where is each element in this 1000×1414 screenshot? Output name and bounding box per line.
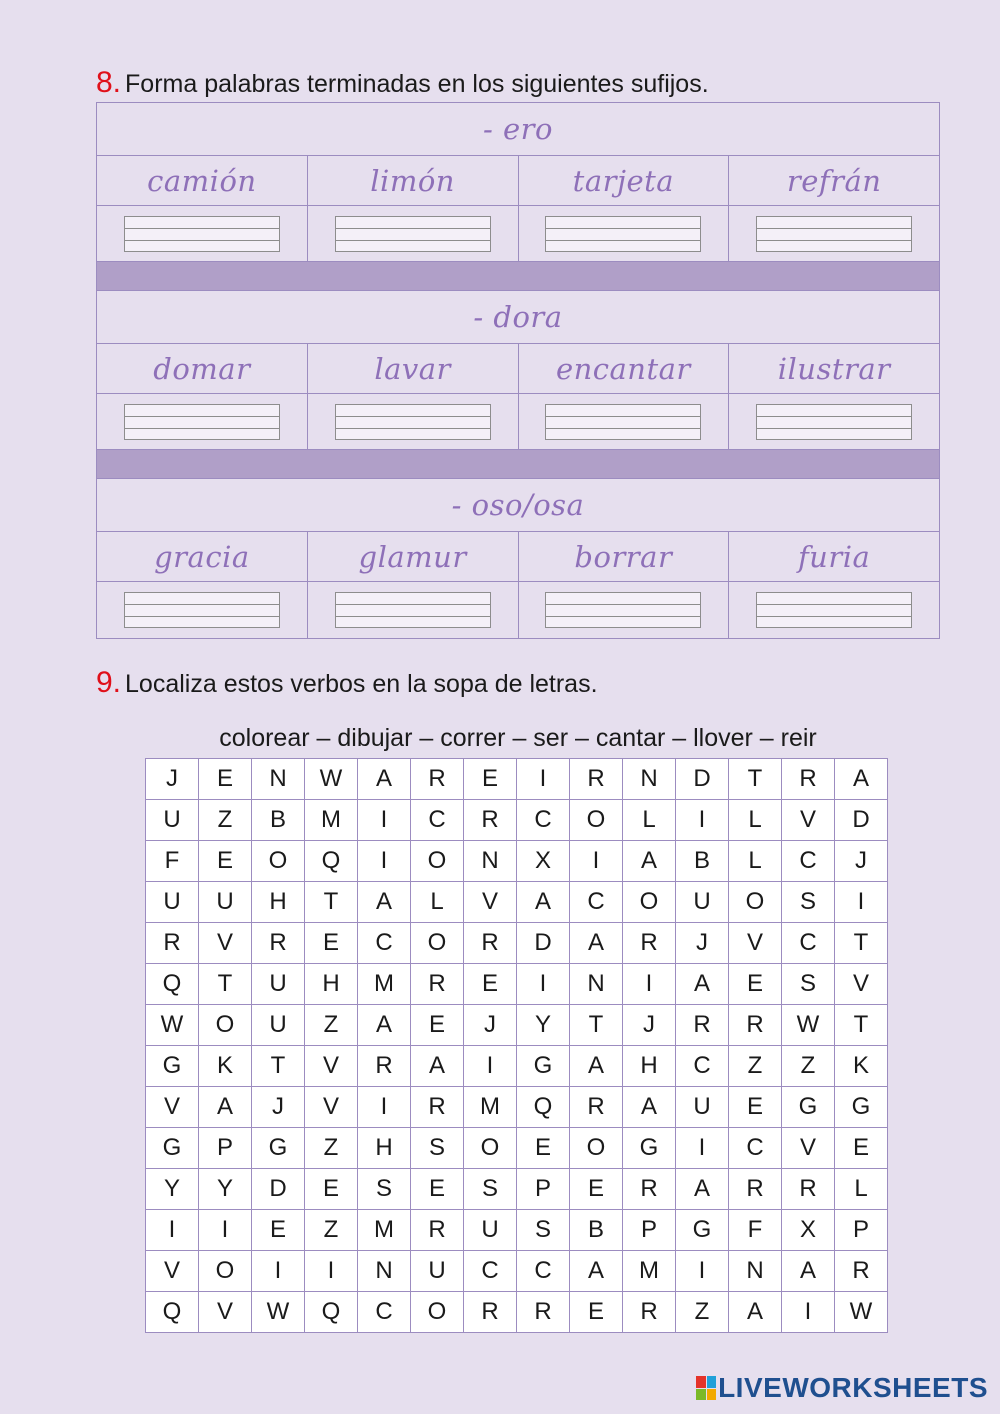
letter-cell[interactable]: O: [199, 1251, 252, 1292]
base-word: lavar: [374, 351, 451, 386]
letter-cell[interactable]: Y: [146, 1169, 199, 1210]
letter-cell[interactable]: R: [729, 1169, 782, 1210]
base-word: domar: [153, 351, 251, 386]
letter-cell[interactable]: W: [146, 1005, 199, 1046]
letter-cell[interactable]: X: [782, 1210, 835, 1251]
letter-cell[interactable]: J: [464, 1005, 517, 1046]
letter-cell[interactable]: P: [835, 1210, 888, 1251]
letter-cell[interactable]: C: [464, 1251, 517, 1292]
letter-cell[interactable]: A: [835, 759, 888, 800]
letter-cell[interactable]: Z: [199, 800, 252, 841]
letter-cell[interactable]: I: [517, 759, 570, 800]
separator-band: [97, 262, 939, 291]
base-word-cell: [308, 532, 519, 581]
letter-cell[interactable]: P: [623, 1210, 676, 1251]
letter-cell[interactable]: A: [729, 1292, 782, 1333]
letter-cell[interactable]: Z: [782, 1046, 835, 1087]
letter-cell[interactable]: I: [623, 964, 676, 1005]
answer-row: [97, 582, 939, 638]
letter-cell[interactable]: D: [676, 759, 729, 800]
letter-cell[interactable]: L: [729, 841, 782, 882]
letter-cell[interactable]: A: [411, 1046, 464, 1087]
answer-cell: [97, 582, 308, 638]
letter-cell[interactable]: R: [411, 759, 464, 800]
letter-cell[interactable]: U: [199, 882, 252, 923]
exercise-9-instruction: Localiza estos verbos en la sopa de letras.: [125, 670, 598, 698]
letter-cell[interactable]: V: [464, 882, 517, 923]
letter-cell[interactable]: I: [305, 1251, 358, 1292]
letter-cell[interactable]: V: [305, 1087, 358, 1128]
answer-input-box[interactable]: [756, 216, 912, 252]
letter-cell[interactable]: I: [517, 964, 570, 1005]
letter-cell[interactable]: H: [358, 1128, 411, 1169]
exercise-8-heading: [96, 66, 709, 100]
answer-cell: [729, 582, 939, 638]
letter-cell[interactable]: R: [464, 1292, 517, 1333]
base-word: furia: [797, 539, 871, 574]
letter-cell[interactable]: R: [411, 1087, 464, 1128]
suffix-text: - oso/osa: [451, 488, 585, 522]
grid-row: [146, 1005, 888, 1046]
letter-cell[interactable]: Z: [305, 1128, 358, 1169]
letter-cell[interactable]: G: [146, 1128, 199, 1169]
letter-cell[interactable]: E: [729, 964, 782, 1005]
letter-cell[interactable]: N: [623, 759, 676, 800]
base-word: ilustrar: [777, 351, 891, 386]
answer-cell: [519, 394, 730, 449]
letter-cell[interactable]: Q: [517, 1087, 570, 1128]
letter-cell[interactable]: Z: [676, 1292, 729, 1333]
letter-cell[interactable]: J: [835, 841, 888, 882]
letter-cell[interactable]: I: [676, 1251, 729, 1292]
letter-cell[interactable]: T: [305, 882, 358, 923]
letter-cell[interactable]: O: [570, 800, 623, 841]
letter-cell[interactable]: U: [464, 1210, 517, 1251]
letter-cell[interactable]: Z: [305, 1005, 358, 1046]
letter-cell[interactable]: N: [464, 841, 517, 882]
answer-cell: [308, 206, 519, 261]
letter-cell[interactable]: R: [464, 923, 517, 964]
letter-cell[interactable]: T: [252, 1046, 305, 1087]
letter-cell[interactable]: A: [623, 1087, 676, 1128]
answer-cell: [519, 206, 730, 261]
letter-cell[interactable]: V: [199, 1292, 252, 1333]
base-word-cell: [308, 344, 519, 393]
letter-cell[interactable]: R: [835, 1251, 888, 1292]
letter-cell[interactable]: I: [358, 1087, 411, 1128]
base-word: gracia: [154, 539, 250, 574]
letter-cell[interactable]: P: [517, 1169, 570, 1210]
letter-cell[interactable]: E: [835, 1128, 888, 1169]
letter-cell[interactable]: C: [570, 882, 623, 923]
letter-cell[interactable]: V: [146, 1251, 199, 1292]
letter-cell[interactable]: E: [411, 1005, 464, 1046]
letter-cell[interactable]: N: [252, 759, 305, 800]
letter-cell[interactable]: L: [411, 882, 464, 923]
letter-cell[interactable]: K: [199, 1046, 252, 1087]
letter-cell[interactable]: U: [146, 800, 199, 841]
letter-cell[interactable]: A: [623, 841, 676, 882]
word-search-grid: [145, 758, 888, 1333]
letter-cell[interactable]: H: [305, 964, 358, 1005]
base-word: limón: [370, 163, 455, 198]
letter-cell[interactable]: Q: [305, 1292, 358, 1333]
answer-input-box[interactable]: [545, 592, 701, 628]
letter-cell[interactable]: E: [305, 923, 358, 964]
letter-cell[interactable]: C: [411, 800, 464, 841]
letter-cell[interactable]: P: [199, 1128, 252, 1169]
letter-cell[interactable]: Q: [305, 841, 358, 882]
letter-cell[interactable]: J: [146, 759, 199, 800]
grid-row: [146, 1087, 888, 1128]
letter-cell[interactable]: S: [411, 1128, 464, 1169]
letter-cell[interactable]: E: [199, 841, 252, 882]
letter-cell[interactable]: A: [570, 1046, 623, 1087]
base-word-cell: [97, 344, 308, 393]
letter-cell[interactable]: L: [623, 800, 676, 841]
letter-cell[interactable]: R: [623, 923, 676, 964]
letter-cell[interactable]: H: [623, 1046, 676, 1087]
letter-cell[interactable]: R: [146, 923, 199, 964]
letter-cell[interactable]: U: [676, 1087, 729, 1128]
answer-cell: [729, 206, 939, 261]
letter-cell[interactable]: H: [252, 882, 305, 923]
base-word-cell: [729, 344, 939, 393]
letter-cell[interactable]: A: [782, 1251, 835, 1292]
letter-cell[interactable]: E: [517, 1128, 570, 1169]
letter-cell[interactable]: M: [305, 800, 358, 841]
grid-row: [146, 1292, 888, 1333]
base-word-cell: [729, 532, 939, 581]
letter-cell[interactable]: O: [729, 882, 782, 923]
letter-cell[interactable]: Y: [199, 1169, 252, 1210]
letter-cell[interactable]: R: [252, 923, 305, 964]
answer-input-box[interactable]: [545, 404, 701, 440]
letter-cell[interactable]: O: [411, 1292, 464, 1333]
letter-cell[interactable]: Q: [146, 964, 199, 1005]
letter-cell[interactable]: W: [252, 1292, 305, 1333]
letter-cell[interactable]: R: [676, 1005, 729, 1046]
answer-input-box[interactable]: [756, 592, 912, 628]
letter-cell[interactable]: A: [358, 882, 411, 923]
letter-cell[interactable]: A: [570, 923, 623, 964]
base-word-cell: [97, 532, 308, 581]
letter-cell[interactable]: U: [252, 1005, 305, 1046]
letter-cell[interactable]: I: [676, 800, 729, 841]
letter-cell[interactable]: K: [835, 1046, 888, 1087]
letter-cell[interactable]: U: [146, 882, 199, 923]
letter-cell[interactable]: B: [570, 1210, 623, 1251]
letter-cell[interactable]: O: [411, 841, 464, 882]
grid-row: [146, 923, 888, 964]
grid-row: [146, 1169, 888, 1210]
base-word-cell: [519, 532, 730, 581]
letter-cell[interactable]: A: [358, 759, 411, 800]
letter-cell[interactable]: I: [570, 841, 623, 882]
answer-row: [97, 394, 939, 450]
letter-cell[interactable]: E: [199, 759, 252, 800]
letter-cell[interactable]: C: [517, 1251, 570, 1292]
letter-cell[interactable]: V: [199, 923, 252, 964]
letter-cell[interactable]: U: [252, 964, 305, 1005]
letter-cell[interactable]: E: [305, 1169, 358, 1210]
liveworksheets-logo: [696, 1372, 988, 1404]
letter-cell[interactable]: C: [517, 800, 570, 841]
letter-cell[interactable]: E: [729, 1087, 782, 1128]
letter-cell[interactable]: I: [146, 1210, 199, 1251]
letter-cell[interactable]: O: [623, 882, 676, 923]
letter-cell[interactable]: G: [676, 1210, 729, 1251]
letter-cell[interactable]: I: [835, 882, 888, 923]
letter-cell[interactable]: M: [623, 1251, 676, 1292]
answer-input-box[interactable]: [335, 216, 491, 252]
answer-cell: [308, 394, 519, 449]
grid-row: [146, 1128, 888, 1169]
letter-cell[interactable]: M: [358, 964, 411, 1005]
answer-input-box[interactable]: [124, 592, 280, 628]
letter-cell[interactable]: W: [835, 1292, 888, 1333]
letter-cell[interactable]: E: [570, 1292, 623, 1333]
base-word: glamur: [358, 539, 467, 574]
letter-cell[interactable]: R: [623, 1169, 676, 1210]
grid-row: [146, 759, 888, 800]
letter-cell[interactable]: E: [252, 1210, 305, 1251]
letter-cell[interactable]: S: [358, 1169, 411, 1210]
base-word-cell: [519, 344, 730, 393]
exercise-8-number: 8.: [96, 66, 122, 99]
letter-cell[interactable]: G: [623, 1128, 676, 1169]
grid-row: [146, 841, 888, 882]
letter-cell[interactable]: V: [782, 800, 835, 841]
letter-cell[interactable]: C: [676, 1046, 729, 1087]
letter-cell[interactable]: R: [411, 1210, 464, 1251]
exercise-9-heading: [96, 666, 598, 700]
letter-cell[interactable]: C: [358, 1292, 411, 1333]
exercise-9-number: 9.: [96, 666, 122, 699]
letter-cell[interactable]: E: [411, 1169, 464, 1210]
answer-input-box[interactable]: [124, 404, 280, 440]
letter-cell[interactable]: Z: [729, 1046, 782, 1087]
letter-cell[interactable]: C: [782, 841, 835, 882]
base-word: tarjeta: [572, 163, 675, 198]
letter-cell[interactable]: A: [517, 882, 570, 923]
letter-cell[interactable]: R: [782, 759, 835, 800]
letter-cell[interactable]: B: [252, 800, 305, 841]
letter-cell[interactable]: E: [464, 759, 517, 800]
grid-row: [146, 882, 888, 923]
word-row: [97, 344, 939, 394]
letter-cell[interactable]: N: [729, 1251, 782, 1292]
word-row: [97, 532, 939, 582]
separator-band: [97, 450, 939, 479]
answer-cell: [97, 206, 308, 261]
answer-row: [97, 206, 939, 262]
letter-cell[interactable]: S: [464, 1169, 517, 1210]
letter-cell[interactable]: Z: [305, 1210, 358, 1251]
letter-cell[interactable]: G: [782, 1087, 835, 1128]
letter-cell[interactable]: B: [676, 841, 729, 882]
letter-cell[interactable]: R: [517, 1292, 570, 1333]
letter-cell[interactable]: T: [835, 923, 888, 964]
letter-cell[interactable]: L: [729, 800, 782, 841]
base-word-cell: [308, 156, 519, 205]
letter-cell[interactable]: S: [517, 1210, 570, 1251]
letter-cell[interactable]: T: [199, 964, 252, 1005]
letter-cell[interactable]: I: [358, 800, 411, 841]
letter-cell[interactable]: O: [411, 923, 464, 964]
letter-cell[interactable]: J: [623, 1005, 676, 1046]
answer-cell: [308, 582, 519, 638]
suffix-label: [97, 103, 939, 156]
letter-cell[interactable]: L: [835, 1169, 888, 1210]
letter-cell[interactable]: V: [835, 964, 888, 1005]
base-word: camión: [147, 163, 257, 198]
base-word-cell: [97, 156, 308, 205]
grid-row: [146, 1210, 888, 1251]
letter-cell[interactable]: C: [782, 923, 835, 964]
letter-cell[interactable]: I: [676, 1128, 729, 1169]
letter-cell[interactable]: J: [252, 1087, 305, 1128]
letter-cell[interactable]: I: [358, 841, 411, 882]
answer-cell: [729, 394, 939, 449]
grid-row: [146, 964, 888, 1005]
letter-cell[interactable]: R: [358, 1046, 411, 1087]
letter-cell[interactable]: D: [517, 923, 570, 964]
liveworksheets-logo-icon: [696, 1376, 716, 1400]
letter-cell[interactable]: R: [782, 1169, 835, 1210]
letter-cell[interactable]: E: [464, 964, 517, 1005]
answer-input-box[interactable]: [335, 592, 491, 628]
grid-row: [146, 1046, 888, 1087]
letter-cell[interactable]: G: [835, 1087, 888, 1128]
letter-cell[interactable]: W: [305, 759, 358, 800]
suffix-text: - ero: [482, 112, 553, 146]
letter-cell[interactable]: U: [411, 1251, 464, 1292]
letter-cell[interactable]: D: [835, 800, 888, 841]
letter-cell[interactable]: A: [358, 1005, 411, 1046]
answer-input-box[interactable]: [545, 216, 701, 252]
base-word: encantar: [555, 351, 691, 386]
letter-cell[interactable]: A: [570, 1251, 623, 1292]
base-word-cell: [519, 156, 730, 205]
letter-cell[interactable]: M: [464, 1087, 517, 1128]
base-word-cell: [729, 156, 939, 205]
letter-cell[interactable]: O: [570, 1128, 623, 1169]
letter-cell[interactable]: R: [411, 964, 464, 1005]
letter-cell[interactable]: V: [305, 1046, 358, 1087]
letter-cell[interactable]: V: [146, 1087, 199, 1128]
letter-cell[interactable]: A: [676, 1169, 729, 1210]
letter-cell[interactable]: R: [570, 1087, 623, 1128]
letter-cell[interactable]: O: [252, 841, 305, 882]
letter-cell[interactable]: F: [146, 841, 199, 882]
letter-cell[interactable]: T: [729, 759, 782, 800]
letter-cell[interactable]: I: [782, 1292, 835, 1333]
suffix-table: [96, 102, 940, 639]
answer-cell: [97, 394, 308, 449]
letter-cell[interactable]: G: [517, 1046, 570, 1087]
letter-cell[interactable]: A: [199, 1087, 252, 1128]
letter-cell[interactable]: R: [570, 759, 623, 800]
grid-row: [146, 800, 888, 841]
letter-cell[interactable]: I: [199, 1210, 252, 1251]
logo-text: LIVEWORKSHEETS: [718, 1372, 988, 1403]
letter-cell[interactable]: Y: [517, 1005, 570, 1046]
letter-cell[interactable]: W: [782, 1005, 835, 1046]
letter-cell[interactable]: O: [464, 1128, 517, 1169]
letter-cell[interactable]: N: [358, 1251, 411, 1292]
letter-cell[interactable]: C: [358, 923, 411, 964]
answer-cell: [519, 582, 730, 638]
letter-cell[interactable]: R: [623, 1292, 676, 1333]
suffix-label: [97, 479, 939, 532]
letter-cell[interactable]: R: [729, 1005, 782, 1046]
word-row: [97, 156, 939, 206]
letter-cell[interactable]: A: [676, 964, 729, 1005]
suffix-label: [97, 291, 939, 344]
exercise-8-instruction: Forma palabras terminadas en los siguientes sufijos.: [125, 70, 709, 98]
grid-row: [146, 1251, 888, 1292]
letter-cell[interactable]: X: [517, 841, 570, 882]
suffix-text: - dora: [473, 300, 563, 334]
letter-cell[interactable]: D: [252, 1169, 305, 1210]
letter-cell[interactable]: S: [782, 964, 835, 1005]
letter-cell[interactable]: C: [729, 1128, 782, 1169]
letter-cell[interactable]: U: [676, 882, 729, 923]
base-word: refrán: [786, 163, 882, 198]
letter-cell[interactable]: N: [570, 964, 623, 1005]
letter-cell[interactable]: T: [835, 1005, 888, 1046]
letter-cell[interactable]: V: [782, 1128, 835, 1169]
letter-cell[interactable]: I: [464, 1046, 517, 1087]
letter-cell[interactable]: G: [146, 1046, 199, 1087]
answer-input-box[interactable]: [124, 216, 280, 252]
answer-input-box[interactable]: [335, 404, 491, 440]
letter-cell[interactable]: S: [782, 882, 835, 923]
verb-list: colorear – dibujar – correr – ser – cantar – llover – reir: [219, 724, 817, 752]
letter-cell[interactable]: O: [199, 1005, 252, 1046]
base-word: borrar: [574, 539, 673, 574]
letter-cell[interactable]: Q: [146, 1292, 199, 1333]
letter-cell[interactable]: E: [570, 1169, 623, 1210]
letter-cell[interactable]: J: [676, 923, 729, 964]
letter-cell[interactable]: V: [729, 923, 782, 964]
letter-cell[interactable]: G: [252, 1128, 305, 1169]
letter-cell[interactable]: I: [252, 1251, 305, 1292]
letter-cell[interactable]: M: [358, 1210, 411, 1251]
letter-cell[interactable]: T: [570, 1005, 623, 1046]
answer-input-box[interactable]: [756, 404, 912, 440]
letter-cell[interactable]: R: [464, 800, 517, 841]
letter-cell[interactable]: F: [729, 1210, 782, 1251]
